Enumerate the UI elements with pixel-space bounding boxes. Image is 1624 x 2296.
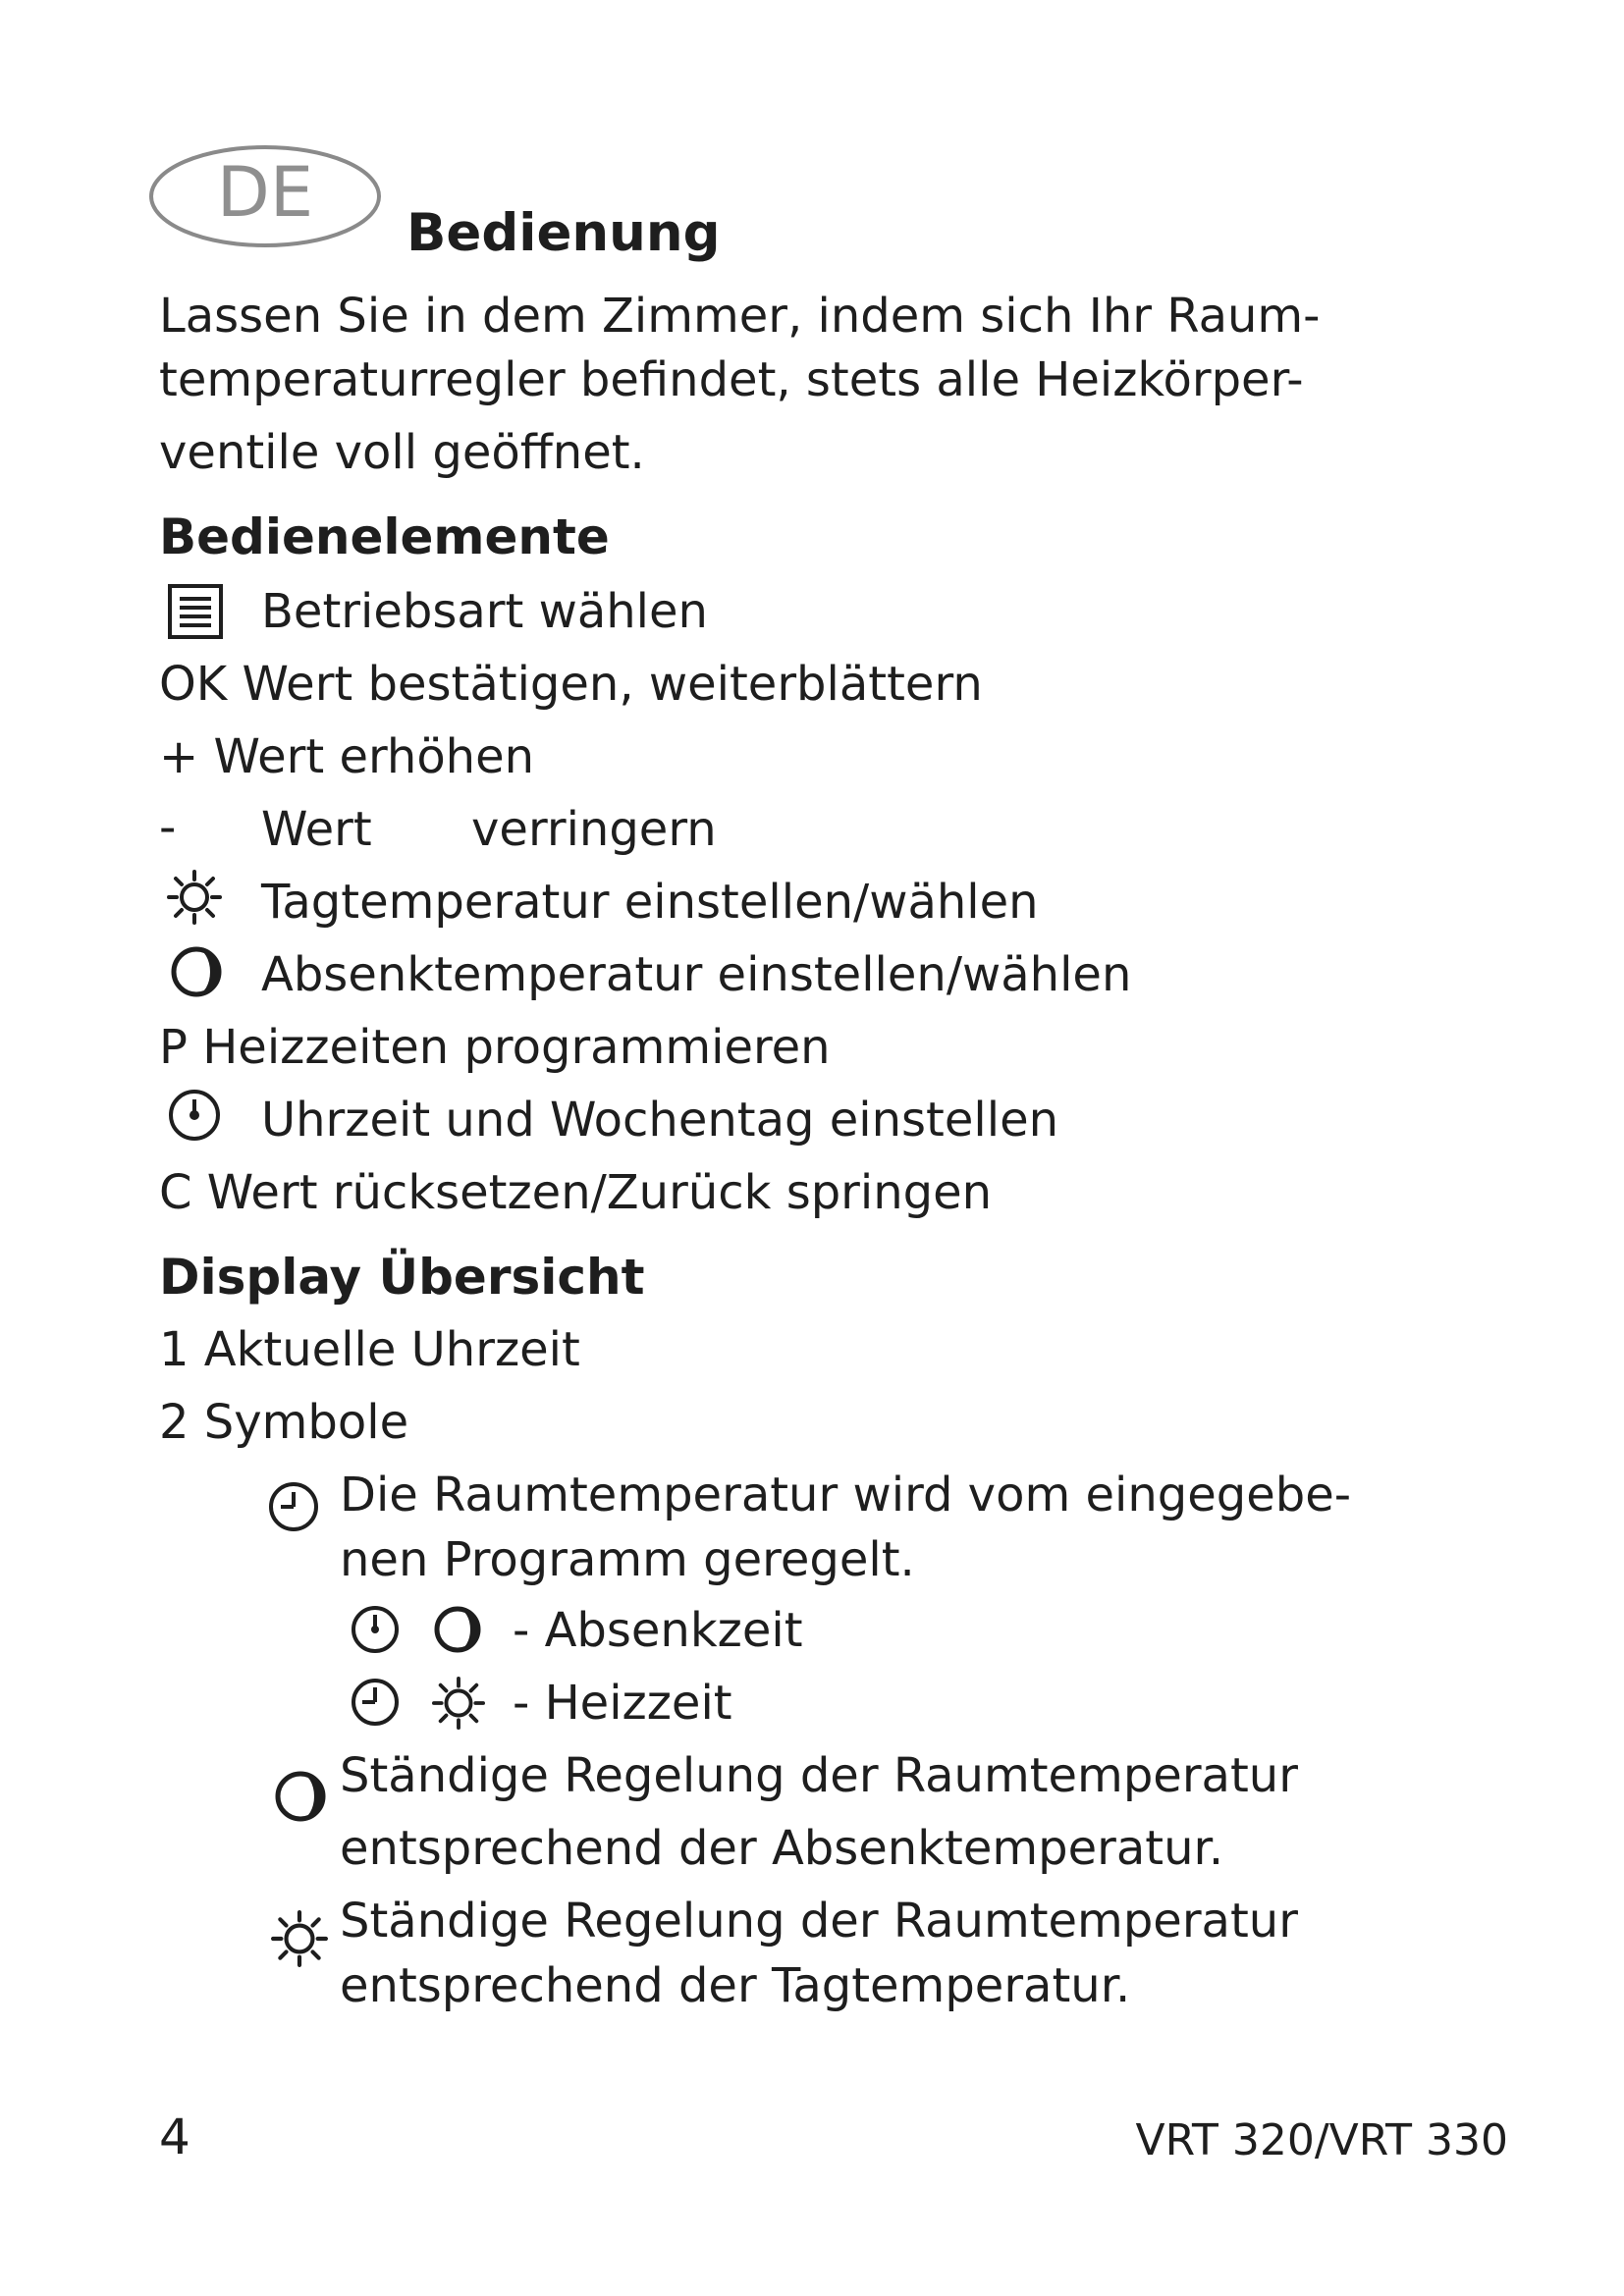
language-badge bbox=[147, 141, 383, 251]
half-moon-icon bbox=[432, 1604, 483, 1659]
control-reset-text: C Wert rücksetzen/Zurück springen bbox=[159, 1165, 993, 1220]
half-moon-icon bbox=[169, 944, 224, 1003]
control-program-text: P Heizzeiten programmieren bbox=[159, 1020, 831, 1075]
display-item-1: 1 Aktuelle Uhrzeit bbox=[159, 1322, 580, 1377]
control-mode-text: Betriebsart wählen bbox=[261, 584, 708, 639]
control-minus-word: Wert bbox=[261, 802, 372, 857]
page-title: Bedienung bbox=[406, 203, 721, 263]
control-day-text: Tagtemperatur einstellen/wählen bbox=[261, 875, 1039, 930]
display-item-2: 2 Symbole bbox=[159, 1395, 409, 1450]
clock-icon bbox=[267, 1480, 320, 1537]
sun-icon bbox=[167, 870, 222, 929]
control-setback-text: Absenktemperatur einstellen/wählen bbox=[261, 947, 1132, 1002]
intro-line-1: Lassen Sie in dem Zimmer, indem sich Ihr Raum- bbox=[159, 289, 1321, 344]
menu-list-icon bbox=[167, 583, 224, 644]
constant-setback-line-1: Ständige Regelung der Raumtemperatur bbox=[340, 1748, 1298, 1803]
control-plus-text: + Wert erhöhen bbox=[159, 729, 535, 784]
control-ok-text: OK Wert bestätigen, weiterblättern bbox=[159, 657, 983, 712]
sun-icon bbox=[432, 1677, 485, 1734]
control-clock-text: Uhrzeit und Wochentag einstellen bbox=[261, 1093, 1059, 1148]
auto-line-1: Die Raumtemperatur wird vom eingegebe- bbox=[340, 1468, 1352, 1522]
page-number: 4 bbox=[159, 2109, 190, 2165]
auto-line-2: nen Programm geregelt. bbox=[340, 1532, 915, 1587]
control-minus-sign: - bbox=[159, 800, 177, 855]
constant-day-line-1: Ständige Regelung der Raumtemperatur bbox=[340, 1894, 1298, 1949]
control-minus-action: verringern bbox=[471, 802, 717, 857]
constant-day-line-2: entsprechend der Tagtemperatur. bbox=[340, 1958, 1131, 2013]
setback-time-label: - Absenkzeit bbox=[513, 1603, 803, 1658]
display-heading: Display Übersicht bbox=[159, 1249, 645, 1306]
clock-icon bbox=[167, 1088, 222, 1147]
sun-icon bbox=[271, 1910, 328, 1971]
badge-label: DE bbox=[216, 152, 314, 233]
controls-heading: Bedienelemente bbox=[159, 508, 610, 565]
model-name: VRT 320/VRT 330 bbox=[1135, 2115, 1508, 2165]
constant-setback-line-2: entsprechend der Absenktemperatur. bbox=[340, 1821, 1224, 1876]
intro-line-2: temperaturregler befindet, stets alle Heizkörper- bbox=[159, 352, 1304, 407]
intro-line-3: ventile voll geöffnet. bbox=[159, 425, 645, 480]
heating-time-label: - Heizzeit bbox=[513, 1676, 732, 1731]
clock-icon bbox=[350, 1604, 401, 1659]
clock-icon bbox=[350, 1677, 401, 1732]
half-moon-icon bbox=[273, 1769, 328, 1828]
